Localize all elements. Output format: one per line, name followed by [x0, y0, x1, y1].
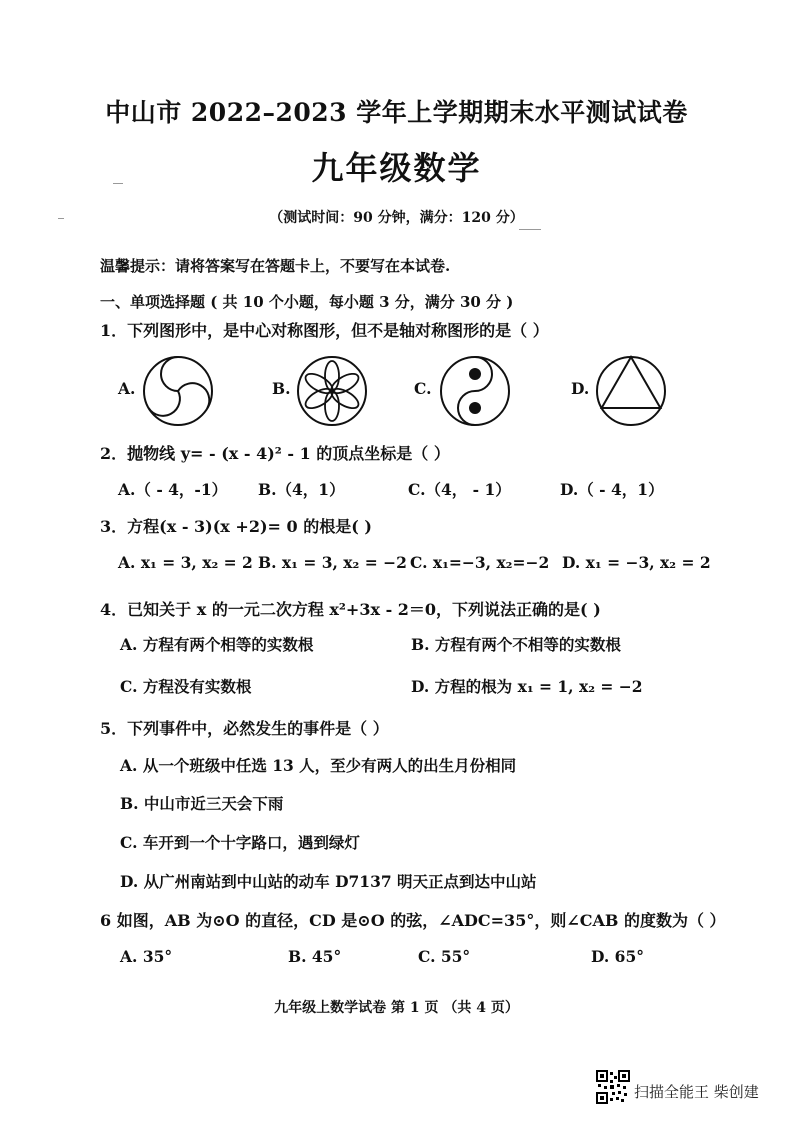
q3-option-c: C. x₁=−3, x₂=−2	[410, 553, 550, 572]
q4-option-c: C. 方程没有实数根	[120, 677, 252, 696]
q4-option-d: D. 方程的根为 x₁ = 1, x₂ = −2	[411, 677, 643, 696]
q3-option-d: D. x₁ = −3, x₂ = 2	[562, 553, 711, 572]
q1-label-a: A.	[118, 379, 136, 398]
q6-option-d: D. 65°	[591, 947, 645, 966]
q4-option-a: A. 方程有两个相等的实数根	[120, 635, 314, 654]
q1-figure-a-three-arc-icon	[142, 355, 214, 427]
section-heading: 一、单项选择题 ( 共 10 个小题，每小题 3 分，满分 30 分 )	[100, 293, 514, 311]
q1-figure-d-triangle-in-circle-icon	[595, 355, 667, 427]
question-1-stem: 1．下列图形中，是中心对称图形，但不是轴对称图形的是（ ）	[100, 321, 549, 340]
tip-text: 温馨提示：请将答案写在答题卡上，不要写在本试卷.	[100, 257, 451, 275]
q6-option-c: C. 55°	[418, 947, 471, 966]
q5-option-d: D. 从广州南站到中山站的动车 D7137 明天正点到达中山站	[120, 872, 537, 891]
exam-info: （测试时间：90 分钟，满分：120 分）	[269, 210, 524, 226]
question-3-stem: 3．方程(x - 3)(x +2)= 0 的根是( )	[100, 517, 372, 536]
page-footer: 九年级上数学试卷 第 1 页 （共 4 页）	[274, 1000, 519, 1016]
q3-option-a: A. x₁ = 3, x₂ = 2	[118, 553, 253, 572]
q6-option-b: B. 45°	[288, 947, 342, 966]
q5-option-c: C. 车开到一个十字路口，遇到绿灯	[120, 833, 360, 852]
question-6-stem: 6 如图，AB 为⊙O 的直径，CD 是⊙O 的弦，∠ADC=35°，则∠CAB 的度数为（ ）	[100, 911, 726, 930]
q1-label-d: D.	[571, 379, 590, 398]
exam-subtitle: 九年级数学	[311, 149, 482, 187]
q2-option-a: A.（ - 4，-1）	[118, 480, 228, 499]
q3-option-b: B. x₁ = 3, x₂ = −2	[258, 553, 407, 572]
q2-option-d: D.（ - 4，1）	[560, 480, 664, 499]
q2-option-c: C.（4， - 1）	[408, 480, 511, 499]
scanner-watermark: 扫描全能王 柴创建	[634, 1083, 759, 1101]
q1-figure-b-flower-icon	[296, 355, 368, 427]
q1-figure-c-yin-yang-icon	[439, 355, 511, 427]
question-5-stem: 5．下列事件中，必然发生的事件是（ ）	[100, 719, 389, 738]
q1-label-c: C.	[414, 379, 432, 398]
q1-label-b: B.	[272, 379, 291, 398]
q5-option-b: B. 中山市近三天会下雨	[120, 794, 284, 813]
q4-option-b: B. 方程有两个不相等的实数根	[411, 635, 621, 654]
q5-option-a: A. 从一个班级中任选 13 人，至少有两人的出生月份相同	[120, 756, 517, 775]
question-2-stem: 2．抛物线 y= - (x - 4)² - 1 的顶点坐标是（ ）	[100, 444, 450, 463]
exam-title: 中山市 2022–2023 学年上学期期末水平测试试卷	[105, 98, 688, 127]
qr-code-icon	[596, 1070, 630, 1104]
question-4-stem: 4．已知关于 x 的一元二次方程 x²+3x - 2＝0，下列说法正确的是( )	[100, 600, 601, 619]
q2-option-b: B.（4，1）	[258, 480, 345, 499]
q6-option-a: A. 35°	[120, 947, 173, 966]
